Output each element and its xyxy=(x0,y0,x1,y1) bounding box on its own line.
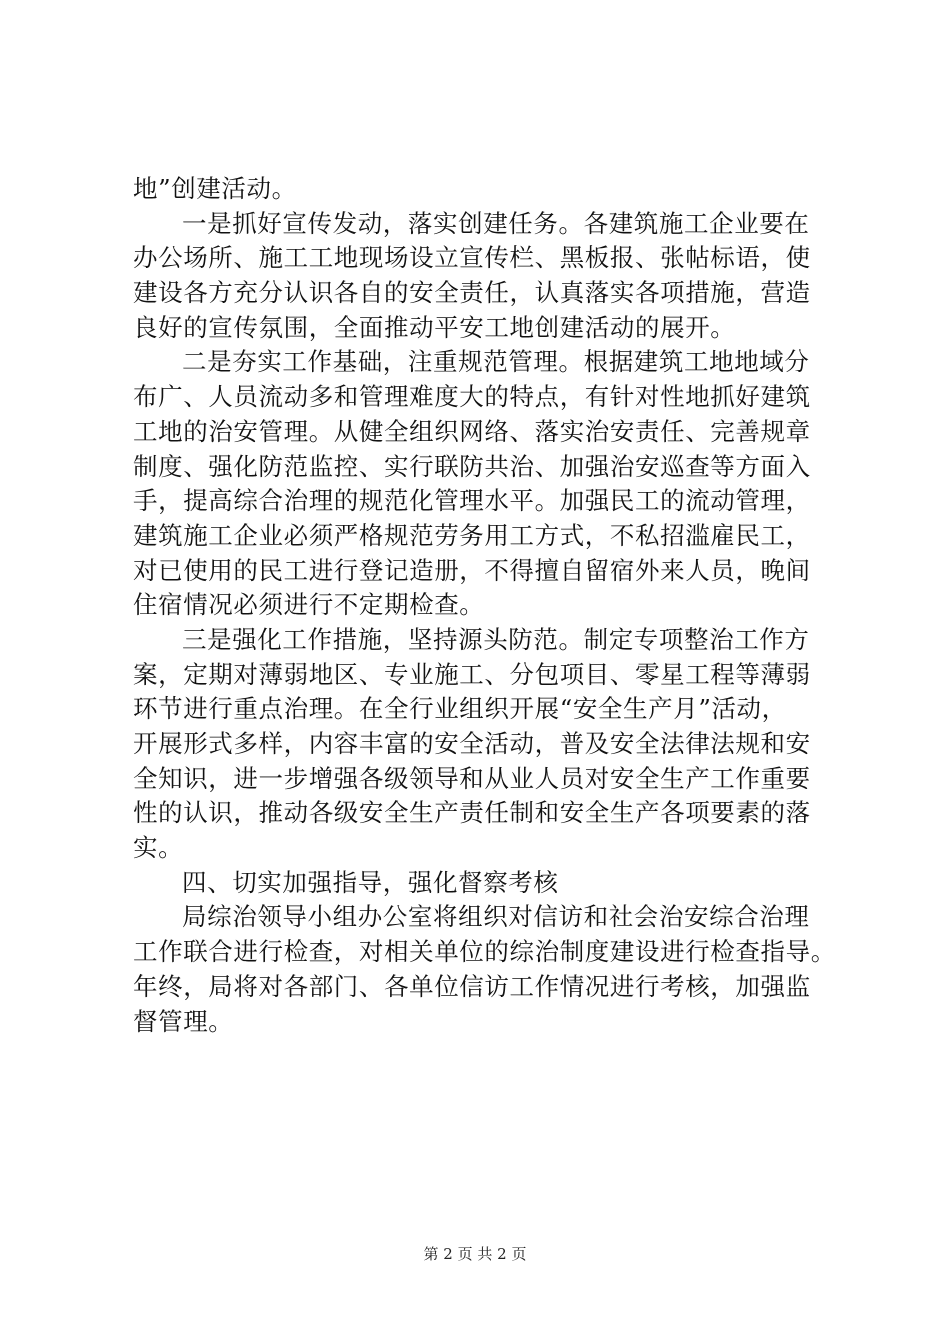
text-line: 手，提高综合治理的规范化管理水平。加强民工的流动管理， xyxy=(133,486,811,516)
text-line: 三是强化工作措施，坚持源头防范。制定专项整治工作方 xyxy=(182,624,810,654)
text-line: 良好的宣传氛围，全面推动平安工地创建活动的展开。 xyxy=(133,312,736,342)
text-line: 督管理。 xyxy=(133,1006,234,1036)
text-line: 对已使用的民工进行登记造册，不得擅自留宿外来人员，晚间 xyxy=(133,555,811,585)
text-line: 开展形式多样，内容丰富的安全活动，普及安全法律法规和安 xyxy=(133,729,811,758)
text-line: 年终，局将对各部门、各单位信访工作情况进行考核，加强监 xyxy=(133,971,811,1001)
text-line: 制度、强化防范监控、实行联防共治、加强治安巡查等方面入 xyxy=(133,451,811,481)
text-line: 全知识，进一步增强各级领导和从业人员对安全生产工作重要 xyxy=(133,763,811,793)
text-line: 建设各方充分认识各自的安全责任，认真落实各项措施，营造 xyxy=(133,278,811,308)
text-line: 一是抓好宣传发动，落实创建任务。各建筑施工企业要在 xyxy=(182,208,810,238)
text-line: 工作联合进行检查，对相关单位的综治制度建设进行检查指导。 xyxy=(133,937,836,967)
page-number-footer: 第 2 页 共 2 页 xyxy=(423,1245,527,1263)
text-line: 建筑施工企业必须严格规范劳务用工方式，不私招滥雇民工， xyxy=(133,520,811,550)
text-line: 工地的治安管理。从健全组织网络、落实治安责任、完善规章 xyxy=(133,416,811,446)
text-line: 地”创建活动。 xyxy=(133,174,297,203)
text-line: 案，定期对薄弱地区、专业施工、分包项目、零星工程等薄弱 xyxy=(133,659,811,689)
text-line: 二是夯实工作基础，注重规范管理。根据建筑工地地域分 xyxy=(182,347,810,377)
text-line: 住宿情况必须进行不定期检查。 xyxy=(133,590,485,620)
text-line: 办公场所、施工工地现场设立宣传栏、黑板报、张帖标语，使 xyxy=(133,243,811,273)
text-line: 实。 xyxy=(133,833,184,863)
text-line: 布广、人员流动多和管理难度大的特点，有针对性地抓好建筑 xyxy=(133,382,811,412)
text-line: 四、切实加强指导，强化督察考核 xyxy=(182,867,559,897)
document-body xyxy=(133,172,843,1039)
text-line: 性的认识，推动各级安全生产责任制和安全生产各项要素的落 xyxy=(133,798,811,828)
text-line: 局综治领导小组办公室将组织对信访和社会治安综合治理 xyxy=(182,902,810,932)
text-line: 环节进行重点治理。在全行业组织开展“安全生产月”活动， xyxy=(133,694,787,724)
